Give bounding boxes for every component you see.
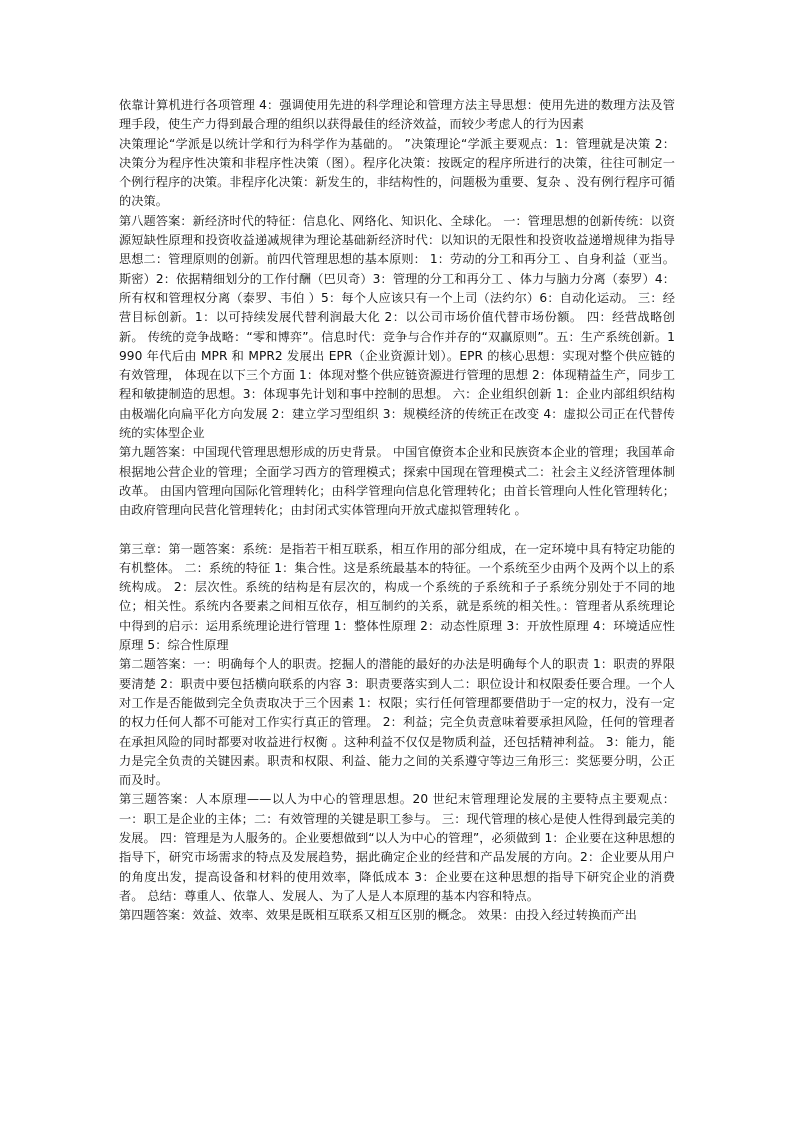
paragraph-chapter-3-question-1-answer: 第三章：第一题答案：系统：是指若干相互联系，相互作用的部分组成，在一定环境中具有特定功能的有机整体。 二：系统的特征 1：集合性。这是系统最基本的特征。一个系统至少由两个及两个以上的系统构成。 2：层次性。系统的结构是有层次的，构成一个系统的子系统和子子系统分别处于不同的地位；相关性。系统内各要素之间相互依存，相互制约的关系，就是系统的相关性。：管理者从系统理论中得到的启示：运用系统理论进行管理 1：整体性原理 2：动态性原理 3：开放性原理 4：环境适应性原理 5：综合性原理 xyxy=(119,541,675,653)
paragraph-question-3-answer: 第三题答案：人本原理——以人为中心的管理思想。20 世纪末管理理论发展的主要特点主要观点：一：职工是企业的主体；二：有效管理的关键是职工参与。 三：现代管理的核心是使人性得到最完美的发展。 四：管理是为人服务的。企业要想做到“以人为中心的管理”，必须做到 1：企业要在这种思想的指导下，研究市场需求的特点及发展趋势，据此确定企业的经营和产品发展的方向。2：企业要从用户的角度出发，提高设备和材料的使用效率，降低成本 3：企业要在这种思想的指导下研究企业的消费者。 总结：尊重人、依靠人、发展人、为了人是人本原理的基本内容和特点。 xyxy=(119,792,675,903)
paragraph-computer-management: 依靠计算机进行各项管理 4：强调使用先进的科学理论和管理方法主导思想：使用先进的数理方法及管理手段，使生产力得到最合理的组织以获得最佳的经济效益，而较少考虑人的行为因素 xyxy=(119,98,675,132)
blank-line xyxy=(119,521,675,540)
paragraph-question-2-answer: 第二题答案：一：明确每个人的职责。挖掘人的潜能的最好的办法是明确每个人的职责 1：职责的界限要清楚 2：职责中要包括横向联系的内容 3：职责要落实到人二：职位设计和权限委任要合理。一个人对工作是否能做到完全负责取决于三个因素 1：权限；实行任何管理都要借助于一定的权力，没有一定的权力任何人都不可能对工作实行真正的管理。 2：利益；完全负责意味着要承担风险，任何的管理者在承担风险的同时都要对收益进行权衡 。这种利益不仅仅是物质利益，还包括精神利益。 3：能力，能力是完全负责的关键因素。职责和权限、利益、能力之间的关系遵守等边三角形三：奖惩要分明，公正而及时。 xyxy=(119,657,675,788)
paragraph-question-4-answer: 第四题答案：效益、效率、效果是既相互联系又相互区别的概念。 效果：由投入经过转换而产出 xyxy=(119,908,637,923)
document-body xyxy=(119,96,675,925)
paragraph-question-9-answer: 第九题答案：中国现代管理思想形成的历史背景。 中国官僚资本企业和民族资本企业的管理；我国革命根据地公营企业的管理；全面学习西方的管理模式；探索中国现在管理模式二：社会主义经济管理体制改革。 由国内管理向国际化管理转化；由科学管理向信息化管理转化；由首长管理向人性化管理转化；由政府管理向民营化管理转化；由封闭式实体管理向开放式虚拟管理转化 。 xyxy=(119,445,675,518)
paragraph-decision-theory: 决策理论“学派是以统计学和行为科学作为基础的。 ”决策理论“学派主要观点：1：管理就是决策 2：决策分为程序性决策和非程序性决策（图）。程序化决策：按既定的程序所进行的决策，往往可制定一个例行程序的决策。非程序化决策：新发生的，非结构性的，问题极为重要、复杂 、没有例行程序可循的决策。 xyxy=(119,136,675,209)
paragraph-question-8-answer: 第八题答案：新经济时代的特征：信息化、网络化、知识化、全球化。 一：管理思想的创新传统：以资源短缺性原理和投资收益递减规律为理论基础新经济时代：以知识的无限性和投资收益递增规律为指导思想二：管理原则的创新。前四代管理思想的基本原则： 1：劳动的分工和再分工 、自身利益（亚当。斯密）2：依据精细划分的工作付酬（巴贝奇）3：管理的分工和再分工 、体力与脑力分离（泰罗）4：所有权和管理权分离（泰罗、韦伯 ）5：每个人应该只有一个上司（法约尔）6：自动化运动。 三：经营目标创新。1：以可持续发展代替利润最大化 2：以公司市场价值代替市场份额。 四：经营战略创新。 传统的竞争战略：“零和博弈”。信息时代：竞争与合作并存的“双赢原则”。五：生产系统创新。1990 年代后由 MPR 和 MPR2 发展出 EPR（企业资源计划）。EPR 的核心思想：实现对整个供应链的有效管理， 体现在以下三个方面 1：体现对整个供应链资源进行管理的思想 2：体现精益生产，同步工程和敏捷制造的思想。3：体现事先计划和事中控制的思想。 六：企业组织创新 1：企业内部组织结构由极端化向扁平化方向发展 2：建立学习型组织 3：规模经济的传统正在改变 4：虚拟公司正在代替传统的实体型企业 xyxy=(119,213,675,441)
